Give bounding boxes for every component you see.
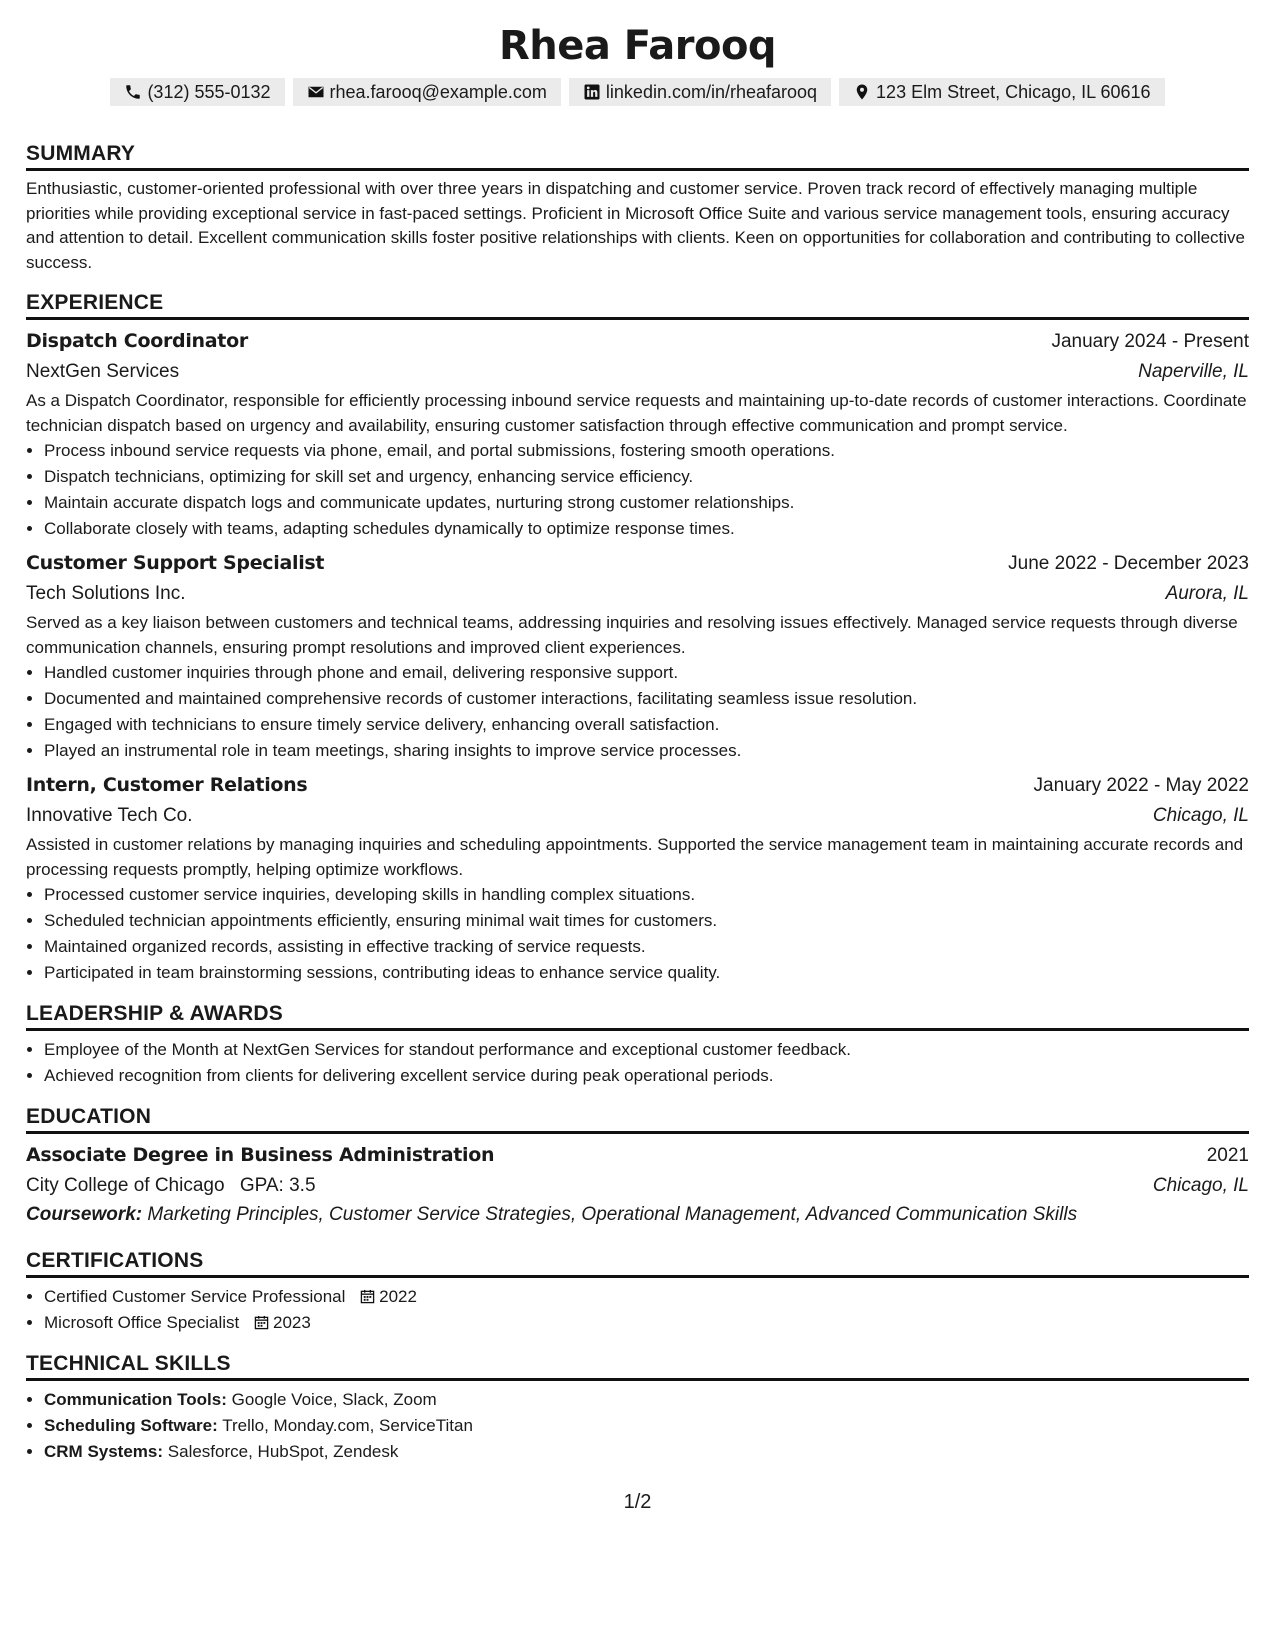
job-location: Naperville, IL [1138, 361, 1249, 382]
skill-label: Communication Tools: [44, 1390, 227, 1409]
section-title: LEADERSHIP & AWARDS [26, 1000, 1249, 1031]
list-item [44, 1310, 1249, 1336]
list-item: • Played an instrumental role in team meetings, sharing insights to improve service processes. [44, 738, 1249, 764]
page-number: 1/2 [623, 1491, 652, 1513]
job-description: As a Dispatch Coordinator, responsible for efficiently processing inbound service requests and maintaining up-to-date records of customer interactions. Coordinate technician dispatch based on urgency and availability, ensuring customer satisfaction through effective communication and prompt service. [26, 391, 1247, 435]
job-bullets [26, 660, 1249, 764]
skills-section [26, 1350, 1249, 1465]
list-item: • Employee of the Month at NextGen Services for standout performance and exceptional customer feedback. [44, 1037, 1249, 1063]
list-item [44, 1439, 1249, 1465]
certifications-list [26, 1284, 1249, 1336]
contact-bar [26, 78, 1249, 106]
list-item: • Scheduled technician appointments efficiently, ensuring minimal wait times for customers. [44, 908, 1249, 934]
list-item: • Documented and maintained comprehensive records of customer interactions, facilitating seamless issue resolution. [44, 686, 1249, 712]
company-name: NextGen Services [26, 361, 180, 382]
job-title: Dispatch Coordinator [26, 330, 248, 352]
education-section [26, 1103, 1249, 1229]
school-name: City College of Chicago [26, 1175, 225, 1196]
awards-section [26, 1000, 1249, 1089]
section-title: TECHNICAL SKILLS [26, 1350, 1249, 1381]
skill-value: Trello, Monday.com, ServiceTitan [222, 1416, 473, 1435]
list-item: • Process inbound service requests via phone, email, and portal submissions, fostering smooth operations. [44, 438, 1249, 464]
list-item: • Handled customer inquiries through phone and email, delivering responsive support. [44, 660, 1249, 686]
linkedin-icon [583, 83, 601, 101]
certification-name: Certified Customer Service Professional [44, 1287, 346, 1306]
list-item [44, 1387, 1249, 1413]
degree-title: Associate Degree in Business Administration [26, 1144, 495, 1166]
skills-list [26, 1387, 1249, 1465]
job-location: Chicago, IL [1152, 805, 1249, 826]
list-item: • Maintain accurate dispatch logs and communicate updates, nurturing strong customer relationships. [44, 490, 1249, 516]
list-item: • Processed customer service inquiries, developing skills in handling complex situations. [44, 882, 1249, 908]
summary-section [26, 140, 1249, 275]
list-item [44, 1413, 1249, 1439]
job-date: January 2022 - May 2022 [1033, 775, 1249, 796]
email-link[interactable]: rhea.farooq@example.com [329, 81, 547, 102]
email-chip[interactable] [293, 78, 561, 106]
list-item: • Collaborate closely with teams, adapting schedules dynamically to optimize response times. [44, 516, 1249, 542]
address-text: 123 Elm Street, Chicago, IL 60616 [876, 81, 1151, 102]
job-description: Served as a key liaison between customers and technical teams, addressing inquiries and resolving issues effectively. Managed service requests through diverse communication channels, ensuring prompt resolutions and improved client experiences. [26, 613, 1238, 657]
list-item: • Achieved recognition from clients for delivering excellent service during peak operational periods. [44, 1063, 1249, 1089]
list-item: • Dispatch technicians, optimizing for skill set and urgency, enhancing service efficiency. [44, 464, 1249, 490]
phone-icon [124, 83, 142, 101]
school-location: Chicago, IL [1152, 1175, 1249, 1196]
section-title: EDUCATION [26, 1103, 1249, 1134]
skill-label: CRM Systems: [44, 1442, 164, 1461]
candidate-name: Rhea Farooq [498, 23, 777, 69]
calendar-icon [360, 1289, 375, 1304]
section-title: CERTIFICATIONS [26, 1247, 1249, 1278]
job-entry [26, 770, 1249, 986]
list-item: • Engaged with technicians to ensure timely service delivery, enhancing overall satisfaction. [44, 712, 1249, 738]
certification-year: 2023 [273, 1313, 311, 1332]
address-chip [839, 78, 1165, 106]
certification-name: Microsoft Office Specialist [44, 1313, 240, 1332]
phone-text: (312) 555-0132 [147, 81, 271, 102]
job-location: Aurora, IL [1165, 583, 1249, 604]
gpa: GPA: 3.5 [239, 1175, 316, 1196]
coursework [26, 1201, 1249, 1229]
section-title: SUMMARY [26, 140, 1249, 171]
job-date: June 2022 - December 2023 [1008, 553, 1249, 574]
job-bullets [26, 438, 1249, 542]
skill-label: Scheduling Software: [44, 1416, 218, 1435]
envelope-icon [307, 83, 325, 101]
list-item: • Participated in team brainstorming sessions, contributing ideas to enhance service quality. [44, 960, 1249, 986]
job-title: Customer Support Specialist [26, 552, 325, 574]
skill-value: Salesforce, HubSpot, Zendesk [167, 1442, 399, 1461]
skill-value: Google Voice, Slack, Zoom [231, 1390, 437, 1409]
job-bullets [26, 882, 1249, 986]
awards-list [26, 1037, 1249, 1089]
company-name: Innovative Tech Co. [26, 805, 193, 826]
list-item [44, 1284, 1249, 1310]
coursework-list: Marketing Principles, Customer Service Strategies, Operational Management, Advanced Communication Skills [147, 1204, 1078, 1225]
certifications-section [26, 1247, 1249, 1336]
certification-year: 2022 [379, 1287, 417, 1306]
experience-section [26, 289, 1249, 986]
job-entry [26, 326, 1249, 542]
section-title: EXPERIENCE [26, 289, 1249, 320]
linkedin-link[interactable]: linkedin.com/in/rheafarooq [605, 81, 818, 102]
job-entry [26, 548, 1249, 764]
summary-text: Enthusiastic, customer-oriented professional with over three years in dispatching and customer service. Proven track record of effectively managing multiple priorities while providing exceptional service in fast-paced settings. Proficient in Microsoft Office Suite and various service management tools, ensuring accuracy and attention to detail. Excellent communication skills foster positive relationships with clients. Keen on opportunities for collaboration and contributing to collective success. [26, 179, 1246, 272]
graduation-year: 2021 [1206, 1145, 1249, 1166]
job-date: January 2024 - Present [1051, 331, 1249, 352]
list-item: • Maintained organized records, assisting in effective tracking of service requests. [44, 934, 1249, 960]
map-pin-icon [853, 83, 871, 101]
company-name: Tech Solutions Inc. [26, 583, 186, 604]
calendar-icon [254, 1315, 269, 1330]
linkedin-chip[interactable] [569, 78, 831, 106]
coursework-label: Coursework: [26, 1204, 143, 1225]
phone-chip [110, 78, 284, 106]
school-info [26, 1171, 316, 1201]
job-title: Intern, Customer Relations [26, 774, 308, 796]
job-description: Assisted in customer relations by managing inquiries and scheduling appointments. Supported the service management team in maintaining accurate records and processing requests promptly, helping optimize workflows. [26, 835, 1244, 879]
